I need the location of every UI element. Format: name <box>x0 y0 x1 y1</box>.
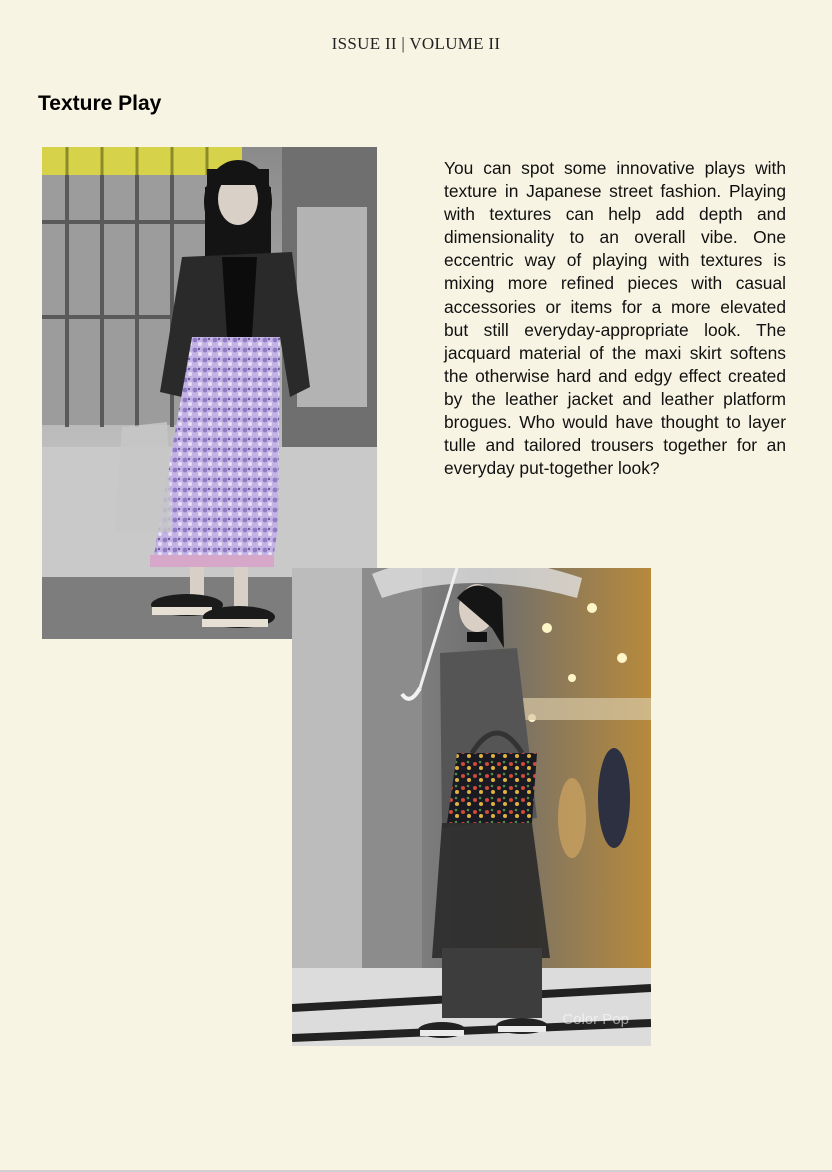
street-fashion-photo-2 <box>292 568 651 1046</box>
article-body: You can spot some innovative plays with texture in Japanese street fashion. Playing with textures can help add depth and dimensionality to an overall vibe. One eccentric way of playing with textures is mixing more refined pieces with casual accessories or items for a more elevated but still everyday-appropriate look. The jacquard material of the maxi skirt softens the otherwise hard and edgy effect created by the leather jacket and leather platform brogues. Who would have thought to layer tulle and tailored trousers together for an everyday put-together look? <box>444 158 786 479</box>
issue-header: ISSUE II | VOLUME II <box>331 34 501 53</box>
article-title: Texture Play <box>38 92 162 115</box>
street-fashion-photo-1 <box>42 147 377 639</box>
photo-watermark: Color Pop <box>562 1011 629 1028</box>
